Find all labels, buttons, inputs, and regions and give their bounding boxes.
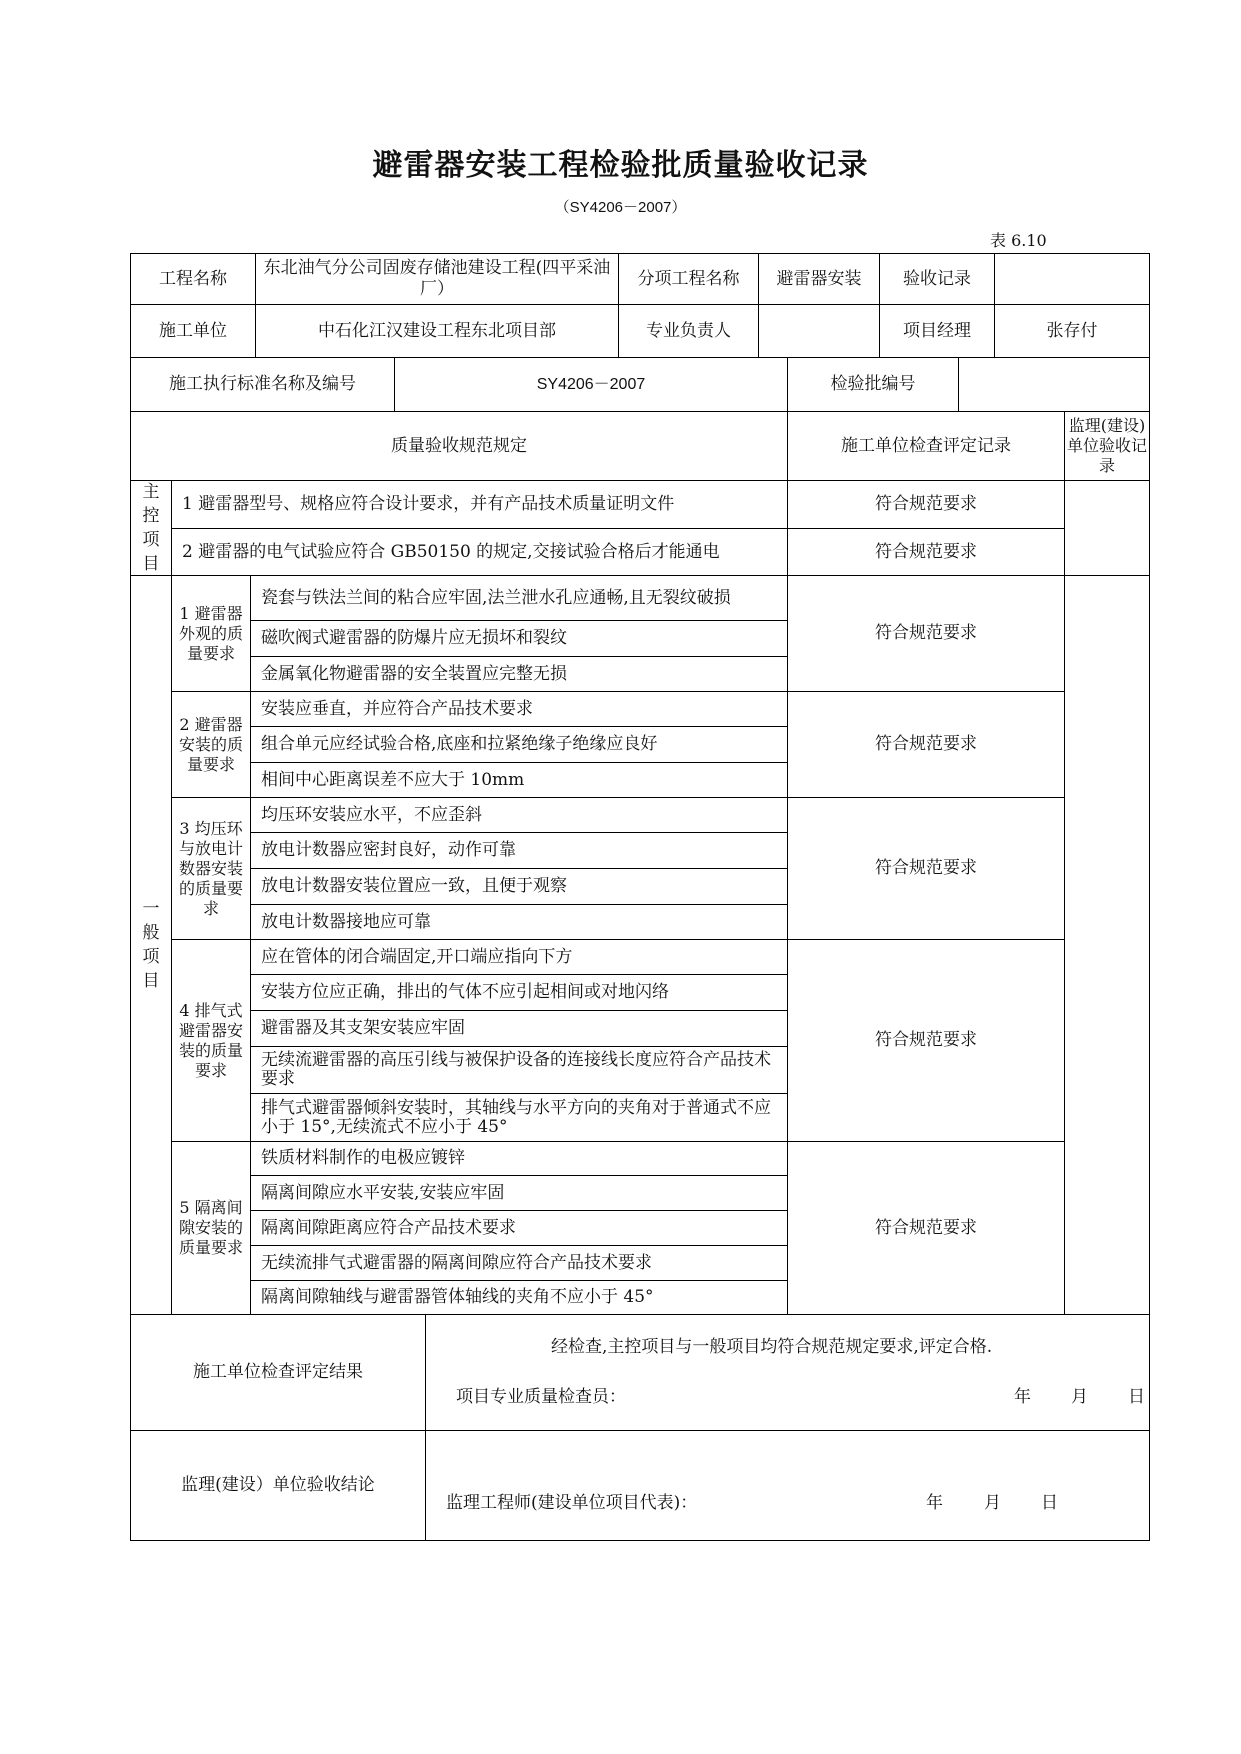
general-group-3-result: 符合规范要求 — [787, 797, 1065, 940]
general-group-4-item-3: 避雷器及其支架安装应牢固 — [250, 1010, 788, 1047]
contractor-result-text: 经检查,主控项目与一般项目均符合规范规定要求,评定合格. — [551, 1337, 993, 1357]
general-group-1-item-1: 瓷套与铁法兰间的粘合应牢固,法兰泄水孔应通畅,且无裂纹破损 — [250, 575, 788, 621]
acceptance-record-label: 验收记录 — [879, 253, 995, 305]
sub-project-label: 分项工程名称 — [618, 253, 759, 305]
main-items-label: 主控项目 — [130, 480, 172, 576]
acceptance-record-value[interactable] — [994, 253, 1150, 305]
date-month-label: 月 — [1071, 1387, 1088, 1407]
general-group-2-result: 符合规范要求 — [787, 691, 1065, 798]
supervisor-engineer-label: 监理工程师(建设单位项目代表)： — [446, 1493, 698, 1513]
specialist-label: 专业负责人 — [618, 304, 759, 358]
general-group-1-item-2: 磁吹阀式避雷器的防爆片应无损坏和裂纹 — [250, 620, 788, 657]
supervisor-conclusion-box[interactable] — [425, 1430, 1150, 1541]
general-group-4-result: 符合规范要求 — [787, 939, 1065, 1142]
project-name-value: 东北油气分公司固废存储池建设工程(四平采油厂） — [255, 253, 619, 305]
specialist-value[interactable] — [758, 304, 880, 358]
supervisor-column-header: 监理(建设)单位验收记录 — [1064, 411, 1150, 481]
sub-project-value: 避雷器安装 — [758, 253, 880, 305]
project-name-label: 工程名称 — [130, 253, 256, 305]
general-group-5-name: 5 隔离间隙安装的质量要求 — [171, 1141, 251, 1315]
page-title: 避雷器安装工程检验批质量验收记录 — [372, 148, 869, 183]
batch-number-value[interactable] — [958, 357, 1150, 412]
exec-standard-value: SY4206－2007 — [394, 357, 788, 412]
general-group-2-item-3: 相间中心距离误差不应大于 10mm — [250, 762, 788, 798]
general-group-5-result: 符合规范要求 — [787, 1141, 1065, 1315]
general-group-4-name: 4 排气式避雷器安装的质量要求 — [171, 939, 251, 1142]
general-group-5-item-1: 铁质材料制作的电极应镀锌 — [250, 1141, 788, 1176]
general-group-4-item-4: 无续流避雷器的高压引线与被保护设备的连接线长度应符合产品技术要求 — [250, 1046, 788, 1094]
general-group-3-item-3: 放电计数器安装位置应一致，且便于观察 — [250, 868, 788, 905]
general-group-2-item-1: 安装应垂直，并应符合产品技术要求 — [250, 691, 788, 727]
table-number: 表 6.10 — [990, 231, 1047, 250]
general-group-5-item-3: 隔离间隙距离应符合产品技术要求 — [250, 1210, 788, 1246]
main-item-1: 1 避雷器型号、规格应符合设计要求，并有产品技术质量证明文件 — [171, 480, 788, 529]
supervisor-date-day-label: 日 — [1041, 1493, 1058, 1513]
inspector-label: 项目专业质量检查员： — [456, 1387, 626, 1407]
general-group-5-item-5: 隔离间隙轴线与避雷器管体轴线的夹角不应小于 45° — [250, 1280, 788, 1315]
general-group-3-item-1: 均压环安装应水平，不应歪斜 — [250, 797, 788, 833]
general-group-1-result: 符合规范要求 — [787, 575, 1065, 692]
general-group-2-name: 2 避雷器安装的质量要求 — [171, 691, 251, 798]
project-manager-label: 项目经理 — [879, 304, 995, 358]
contractor-result-label: 施工单位检查评定结果 — [130, 1314, 426, 1431]
general-group-3-name: 3 均压环与放电计数器安装的质量要求 — [171, 797, 251, 940]
project-manager-value: 张存付 — [994, 304, 1150, 358]
supervisor-date-year-label: 年 — [926, 1493, 943, 1513]
supervisor-date-month-label: 月 — [984, 1493, 1001, 1513]
general-group-4-item-5: 排气式避雷器倾斜安装时，其轴线与水平方向的夹角对于普通式不应小于 15°,无续流式不应小于 45° — [250, 1093, 788, 1142]
date-day-label: 日 — [1128, 1387, 1145, 1407]
main-item-2-result: 符合规范要求 — [787, 528, 1065, 576]
general-group-3-item-4: 放电计数器接地应可靠 — [250, 904, 788, 940]
general-group-3-item-2: 放电计数器应密封良好，动作可靠 — [250, 832, 788, 869]
exec-standard-label: 施工执行标准名称及编号 — [130, 357, 395, 412]
standard-reference: （SY4206－2007） — [554, 199, 687, 216]
main-item-1-result: 符合规范要求 — [787, 480, 1065, 529]
contractor-label: 施工单位 — [130, 304, 256, 358]
general-group-1-item-3: 金属氧化物避雷器的安全装置应完整无损 — [250, 656, 788, 692]
supervisor-conclusion-label: 监理(建设）单位验收结论 — [130, 1430, 426, 1541]
contractor-value: 中石化江汉建设工程东北项目部 — [255, 304, 619, 358]
contractor-check-column-header: 施工单位检查评定记录 — [787, 411, 1065, 481]
general-group-5-item-2: 隔离间隙应水平安装,安装应牢固 — [250, 1175, 788, 1211]
general-group-4-item-2: 安装方位应正确，排出的气体不应引起相间或对地闪络 — [250, 974, 788, 1011]
spec-column-header: 质量验收规范规定 — [130, 411, 788, 481]
general-group-1-name: 1 避雷器外观的质量要求 — [171, 575, 251, 692]
general-group-2-item-2: 组合单元应经试验合格,底座和拉紧绝缘子绝缘应良好 — [250, 726, 788, 763]
general-group-4-item-1: 应在管体的闭合端固定,开口端应指向下方 — [250, 939, 788, 975]
general-group-5-item-4: 无续流排气式避雷器的隔离间隙应符合产品技术要求 — [250, 1245, 788, 1281]
batch-number-label: 检验批编号 — [787, 357, 959, 412]
main-items-supervisor[interactable] — [1064, 480, 1150, 576]
date-year-label: 年 — [1014, 1387, 1031, 1407]
general-items-label: 一般项目 — [130, 575, 172, 1315]
general-items-supervisor[interactable] — [1064, 575, 1150, 1315]
contractor-result-box[interactable] — [425, 1314, 1150, 1431]
main-item-2: 2 避雷器的电气试验应符合 GB50150 的规定,交接试验合格后才能通电 — [171, 528, 788, 576]
